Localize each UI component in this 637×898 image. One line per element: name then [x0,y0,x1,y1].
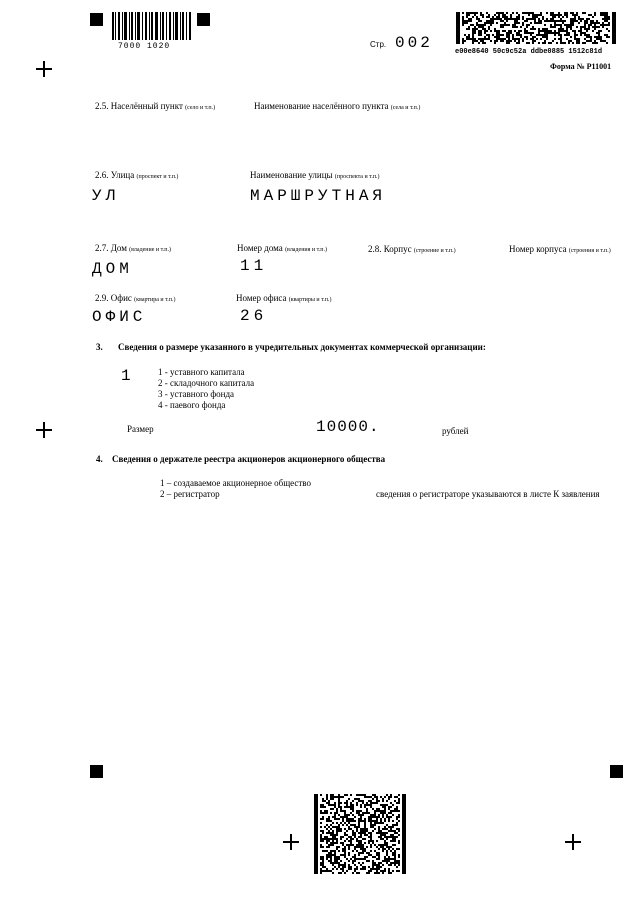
capital-size-value: 10000. [316,418,380,436]
corner-marker-bottom-left [90,765,103,778]
field-2-8-label: 2.8. Корпус (строение и т.п.) [368,244,456,254]
street-name-value: МАРШРУТНАЯ [250,187,387,205]
office-number-value: 26 [240,307,268,325]
capital-type-options [158,367,254,411]
field-2-9-label: 2.9. Офис (квартира и т.п.) [95,293,176,303]
registration-cross-bottom-left [283,834,299,850]
office-type-value: ОФИС [92,308,147,326]
registration-cross-left-top [36,61,52,77]
registry-holder-options [160,478,311,500]
page-label: Стр. [370,40,387,49]
registrar-note: сведения о регистраторе указываются в листе К заявления [376,489,600,499]
registration-cross-left-mid [36,422,52,438]
field-2-5-name-label: Наименование населённого пункта (села и т.п.) [254,101,421,111]
registry-option: 1 – создаваемое акционерное общество [160,478,311,488]
section-4-number: 4. [96,454,103,464]
field-2-8-number-label: Номер корпуса (строения и т.п.) [509,244,611,254]
capital-option: 3 - уставного фонда [158,389,235,399]
form-name: Форма № Р11001 [550,62,612,71]
field-2-5-label: 2.5. Населённый пункт (село и т.п.) [95,101,216,111]
linear-barcode [112,12,192,40]
form-hash: e00e8640 50c9c52a ddbe0885 1512c81d [455,48,603,56]
page-number: 002 [395,34,433,52]
field-2-9-number-label: Номер офиса (квартиры и т.п.) [236,293,332,303]
street-type-value: УЛ [92,187,120,205]
capital-option: 1 - уставного капитала [158,367,245,377]
capital-option: 4 - паевого фонда [158,400,226,410]
registration-cross-bottom-right [565,834,581,850]
section-3-number: 3. [96,342,103,352]
capital-size-label: Размер [127,424,154,434]
field-2-7-number-label: Номер дома (владения и т.п.) [237,243,327,253]
field-2-6-name-label: Наименование улицы (проспекта и т.п.) [250,170,380,180]
barcode-number: 7000 1020 [118,42,171,51]
house-type-value: ДОМ [92,260,133,278]
field-2-6-label: 2.6. Улица (проспект и т.п.) [95,170,179,180]
data-matrix-code-top [456,12,616,44]
registry-option: 2 – регистратор [160,489,220,499]
corner-marker-top-mid [197,13,210,26]
section-3-title: Сведения о размере указанного в учредительных документах коммерческой организации: [118,342,486,352]
field-2-7-label: 2.7. Дом (владение и т.п.) [95,243,171,253]
capital-option: 2 - складочного капитала [158,378,255,388]
corner-marker-top-left [90,13,103,26]
house-number-value: 11 [240,257,268,275]
corner-marker-bottom-right [610,765,623,778]
currency-label: рублей [442,426,469,436]
capital-type-selected: 1 [121,367,131,385]
section-4-title: Сведения о держателе реестра акционеров акционерного общества [112,454,386,464]
data-matrix-code-bottom [314,794,406,874]
